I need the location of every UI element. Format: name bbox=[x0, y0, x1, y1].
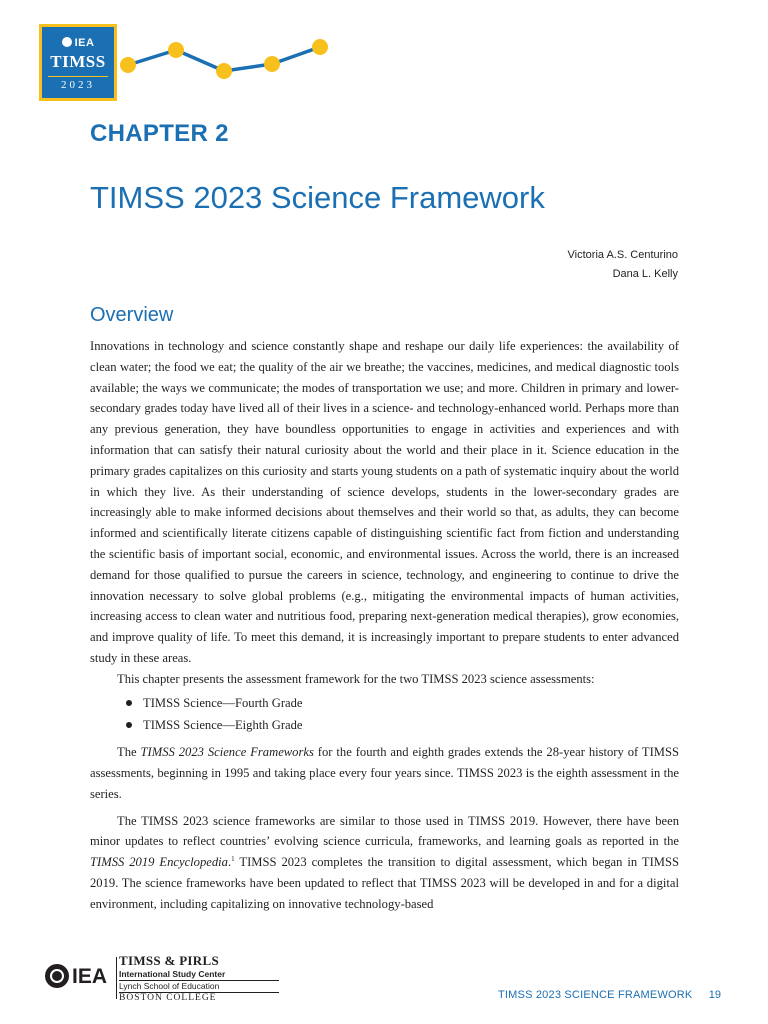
list-item: TIMSS Science—Fourth Grade bbox=[143, 693, 679, 714]
bullet-icon bbox=[126, 700, 132, 706]
org-line: TIMSS & PIRLS bbox=[119, 953, 219, 968]
author-name: Dana L. Kelly bbox=[612, 268, 678, 280]
org-name bbox=[119, 953, 279, 1003]
bullet-icon bbox=[126, 722, 132, 728]
globe-icon bbox=[62, 37, 72, 47]
logo-iea-label: IEA bbox=[42, 37, 114, 49]
iea-logo-icon bbox=[45, 964, 69, 988]
org-line: International Study Center bbox=[119, 969, 279, 981]
org-line: BOSTON COLLEGE bbox=[119, 993, 217, 1003]
paragraph: The TIMSS 2023 Science Frameworks for the fourth and eighth grades extends the 28-year history of TIMSS assessments, beginning in 1995 and taking place every four years since. TIMSS 2023 is the eighth assessment in the series. bbox=[90, 745, 680, 801]
chapter-label: CHAPTER 2 bbox=[90, 120, 229, 147]
paragraph: The TIMSS 2023 science frameworks are similar to those used in TIMSS 2019. However, there have been minor updates to reflect countries’ evolving science curricula, frameworks, and learning goals as reported in the TIMSS 2019 Encyclopedia.$^1$ TIMSS 2023 completes the transition to digital assessment, which began in TIMSS 2019. The science frameworks have been updated to reflect that TIMSS 2023 will be developed in and for a digital environment, including capitalizing on innovative technology-based bbox=[90, 813, 679, 911]
author-name: Victoria A.S. Centurino bbox=[567, 249, 678, 261]
italic-title: TIMSS 2023 Science Frameworks bbox=[140, 745, 314, 760]
list-item: TIMSS Science—Eighth Grade bbox=[143, 715, 679, 736]
footnote-marker: 1 bbox=[231, 854, 235, 863]
org-line: Lynch School of Education bbox=[119, 981, 279, 993]
paragraph: Innovations in technology and science constantly shape and reshape our daily life experiences: the availability of clean water; the food we eat; the quality of the air we breathe; the vaccines, medicines, and medical diagnostic tools available; the ways we communicate; the modes of transportation we use; and more. Children in primary and lower-secondary grades today have lived all of their lives in a science- and technology-enhanced world. Perhaps more than any previous generation, they have boundless opportunities to engage in activities and experiences and with information that can satisfy their natural curiosity about the world and their place in it. Science education in the primary grades capitalizes on this curiosity and starts young students on a path of systematic inquiry about the world in which they live. As their understanding of science develops, students in the lower-secondary grades are increasingly able to make informed decisions about themselves and their world so that, as adults, they can become informed and scientifically literate citizens capable of distinguishing scientific fact from fiction and understanding the scientific basis of important social, economic, and environmental issues. Across the world, there is an increased demand for those qualified to pursue the careers in science, technology, and engineering to continue to drive the innovation necessary to solve global problems (e.g., mitigating the environmental impacts of human activities, increasing access to clean water and nutritious food, preparing next-generation medical therapies), grow economies, and improve quality of life. To meet this demand, it is increasingly important to prepare students to enter advanced study in these areas. bbox=[90, 339, 679, 665]
divider bbox=[116, 957, 117, 999]
running-footer: TIMSS 2023 SCIENCE FRAMEWORK bbox=[498, 989, 693, 1001]
italic-title: TIMSS 2019 Encyclopedia bbox=[90, 855, 228, 870]
authors bbox=[568, 246, 678, 284]
section-heading: Overview bbox=[90, 304, 174, 326]
logo-year-label: 2023 bbox=[48, 76, 108, 91]
bullet-list bbox=[90, 693, 679, 737]
paragraph: This chapter presents the assessment framework for the two TIMSS 2023 science assessments: bbox=[117, 671, 595, 686]
page-number: 19 bbox=[708, 989, 721, 1001]
logo-timss-label: TIMSS bbox=[50, 52, 106, 71]
decorative-dots-line bbox=[110, 30, 340, 90]
body-text bbox=[90, 336, 679, 915]
iea-wordmark: IEA bbox=[72, 965, 108, 988]
page-title: TIMSS 2023 Science Framework bbox=[90, 180, 545, 215]
timss-logo bbox=[39, 24, 117, 101]
